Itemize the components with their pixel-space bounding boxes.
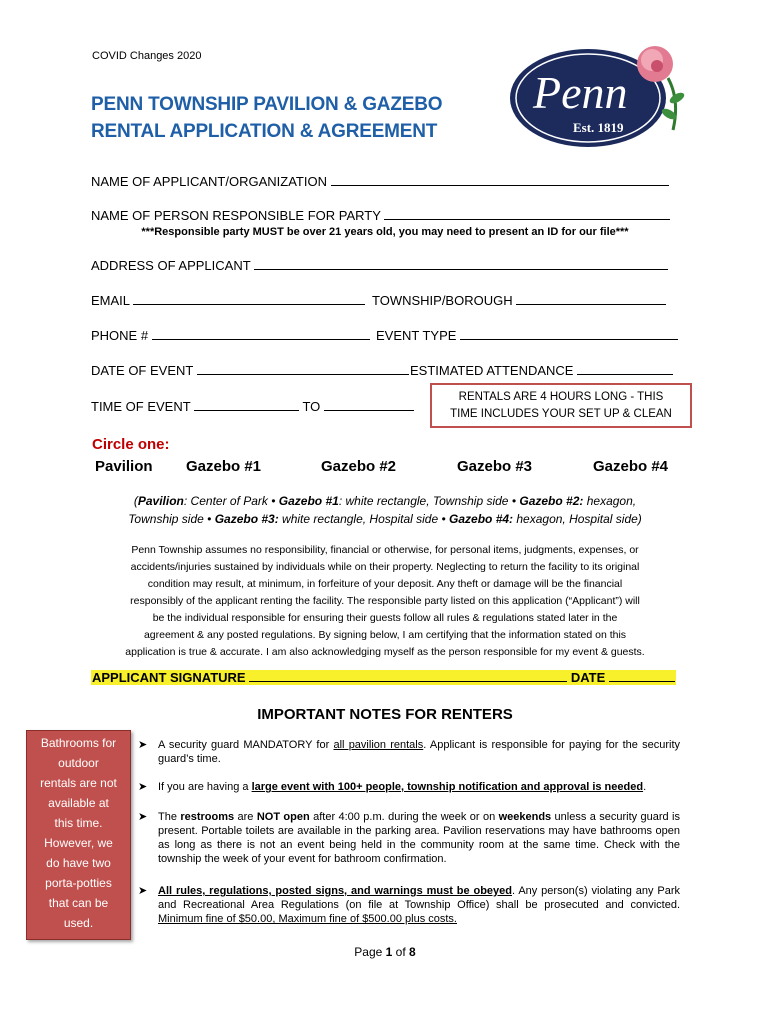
address-label: ADDRESS OF APPLICANT bbox=[91, 258, 251, 273]
disclaimer-line: agreement & any posted regulations. By signing below, I am certifying that the information stated on this bbox=[143, 629, 627, 641]
disclaimer-line: accidents/injuries sustained by individuals while on their property. Neglecting to return the facility to its original bbox=[130, 561, 640, 573]
note-rules: All rules, regulations, posted signs, and warnings must be obeyed. Any person(s) violating any Park and Recreational Area Regulations (on file at Township Office) shall be prosecuted and convicted. Minimum fine of $50.00, Maximum fine of $500.00 plus costs. bbox=[158, 885, 680, 925]
township-input-line[interactable] bbox=[516, 293, 666, 305]
time-field[interactable] bbox=[91, 399, 414, 414]
notice-line: porta-potties bbox=[45, 876, 112, 890]
disclaimer-line: condition may result, at minimum, in forfeiture of your deposit. Any theft or damage will be the financial bbox=[147, 578, 623, 590]
facility-desc-line2: Township side • Gazebo #3: white rectangle, Hospital side • Gazebo #4: hexagon, Hospital side) bbox=[128, 512, 642, 526]
signature-date-label: DATE bbox=[570, 670, 606, 685]
attendance-input-line[interactable] bbox=[577, 363, 673, 375]
option-gazebo-3[interactable]: Gazebo #3 bbox=[457, 458, 533, 475]
email-input-line[interactable] bbox=[133, 293, 365, 305]
arrow-bullet-icon: ➤ bbox=[138, 885, 148, 897]
email-field[interactable] bbox=[91, 293, 365, 308]
notice-line: this time. bbox=[54, 816, 103, 830]
disclaimer-line: responsibly of the applicant renting the facility. The responsible party listed on this application (“Applicant”) will bbox=[130, 595, 640, 607]
arrow-bullet-icon: ➤ bbox=[138, 781, 148, 793]
applicant-label: NAME OF APPLICANT/ORGANIZATION bbox=[91, 174, 327, 189]
disclaimer-line: Penn Township assumes no responsibility, financial or otherwise, for personal items, judgments, expenses, or bbox=[131, 544, 639, 556]
email-label: EMAIL bbox=[91, 293, 130, 308]
logo-est: Est. 1819 bbox=[573, 120, 624, 135]
event-type-field[interactable] bbox=[376, 328, 678, 343]
disclaimer-paragraph bbox=[60, 542, 710, 661]
responsible-field[interactable] bbox=[91, 208, 670, 223]
arrow-bullet-icon: ➤ bbox=[138, 811, 148, 823]
notice-line: that can be bbox=[48, 896, 109, 910]
notice-line: available at bbox=[48, 796, 109, 810]
note-large-event: If you are having a large event with 100+ people, township notification and approval is needed. bbox=[158, 781, 647, 793]
attendance-label: ESTIMATED ATTENDANCE bbox=[410, 363, 574, 378]
applicant-field[interactable] bbox=[91, 174, 669, 189]
phone-input-line[interactable] bbox=[152, 328, 370, 340]
arrow-bullet-icon: ➤ bbox=[138, 739, 148, 751]
option-pavilion[interactable]: Pavilion bbox=[95, 458, 153, 475]
page-title-line1: PENN TOWNSHIP PAVILION & GAZEBO bbox=[91, 94, 443, 115]
page-title-line2: RENTAL APPLICATION & AGREEMENT bbox=[91, 121, 438, 142]
notes-heading: IMPORTANT NOTES FOR RENTERS bbox=[257, 706, 513, 723]
signature-input-line[interactable] bbox=[249, 670, 567, 682]
notice-line: rentals are not bbox=[40, 776, 117, 790]
event-type-input-line[interactable] bbox=[460, 328, 678, 340]
rental-note-line1: RENTALS ARE 4 HOURS LONG - THIS bbox=[458, 391, 664, 403]
rental-note-line2: TIME INCLUDES YOUR SET UP & CLEAN bbox=[450, 408, 672, 420]
circle-heading: Circle one: bbox=[92, 436, 170, 453]
disclaimer-line: be the individual responsible for ensuring their guests follow all rules & regulations stated later in the bbox=[152, 612, 618, 624]
option-gazebo-4[interactable]: Gazebo #4 bbox=[593, 458, 669, 475]
covid-note: COVID Changes 2020 bbox=[92, 50, 202, 62]
responsible-note: ***Responsible party MUST be over 21 years old, you may need to present an ID for our file*** bbox=[141, 226, 629, 238]
signature-label: APPLICANT SIGNATURE bbox=[92, 670, 246, 685]
bathroom-notice-box bbox=[26, 730, 131, 940]
facility-desc-line1: (Pavilion: Center of Park • Gazebo #1: white rectangle, Township side • Gazebo #2: hexagon, bbox=[133, 494, 637, 508]
disclaimer-line: application is true & accurate. I am also acknowledging myself as the person responsible for my event & guests. bbox=[125, 646, 645, 658]
time-end-input-line[interactable] bbox=[324, 399, 414, 411]
option-gazebo-2[interactable]: Gazebo #2 bbox=[321, 458, 397, 475]
applicant-input-line[interactable] bbox=[331, 174, 669, 186]
attendance-field[interactable] bbox=[410, 363, 673, 378]
page-number: Page 1 of 8 bbox=[354, 945, 416, 959]
notice-line: Bathrooms for bbox=[40, 736, 117, 750]
township-label: TOWNSHIP/BOROUGH bbox=[372, 293, 513, 308]
rental-duration-note bbox=[430, 383, 692, 428]
notice-line: used. bbox=[63, 916, 94, 930]
time-start-input-line[interactable] bbox=[194, 399, 299, 411]
phone-field[interactable] bbox=[91, 328, 370, 343]
time-label: TIME OF EVENT bbox=[91, 399, 191, 414]
date-field[interactable] bbox=[91, 363, 409, 378]
responsible-label: NAME OF PERSON RESPONSIBLE FOR PARTY bbox=[91, 208, 381, 223]
date-input-line[interactable] bbox=[197, 363, 409, 375]
signature-date-input-line[interactable] bbox=[609, 670, 675, 682]
penn-logo bbox=[505, 40, 700, 150]
logo-text: Penn bbox=[533, 67, 628, 118]
notice-line: do have two bbox=[46, 856, 111, 870]
note-restrooms: The restrooms are NOT open after 4:00 p.m. during the week or on weekends unless a security guard is present. Portable toilets are available in the parking area. Pavilion reservations may have bathrooms open as long as there is not an event being held in the community room at the same time. Check with the township the week of your event for bathroom confirmation. bbox=[158, 811, 680, 865]
to-label: TO bbox=[302, 399, 321, 414]
notice-line: outdoor bbox=[58, 756, 99, 770]
facility-descriptions bbox=[0, 492, 770, 528]
event-type-label: EVENT TYPE bbox=[376, 328, 457, 343]
option-gazebo-1[interactable]: Gazebo #1 bbox=[186, 458, 262, 475]
note-security-guard: A security guard MANDATORY for all pavilion rentals. Applicant is responsible for paying for the security guard’s time. bbox=[158, 739, 681, 765]
signature-row[interactable] bbox=[91, 670, 676, 685]
phone-label: PHONE # bbox=[91, 328, 149, 343]
responsible-input-line[interactable] bbox=[384, 208, 670, 220]
address-input-line[interactable] bbox=[254, 258, 668, 270]
notice-line: However, we bbox=[44, 836, 113, 850]
date-label: DATE OF EVENT bbox=[91, 363, 194, 378]
address-field[interactable] bbox=[91, 258, 668, 273]
township-field[interactable] bbox=[372, 293, 666, 308]
